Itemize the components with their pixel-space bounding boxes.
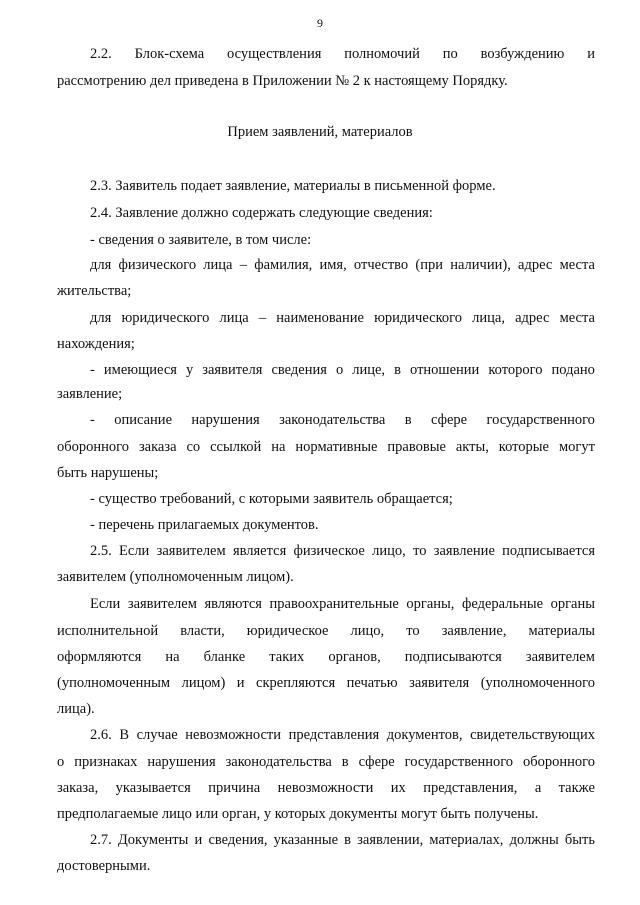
word: сведения, [208, 832, 268, 848]
word: адрес [515, 310, 550, 326]
word: являются [204, 596, 262, 612]
word: печатью [346, 675, 398, 691]
word: на [271, 439, 286, 455]
word: правовые [387, 439, 446, 455]
word: заявление, [441, 623, 507, 639]
word: таких [269, 649, 305, 665]
word: Блок-схема [134, 46, 205, 62]
p26-line2 [57, 753, 595, 771]
word: правоохранительные [269, 596, 399, 612]
word: описание [114, 412, 173, 428]
list-item-legal-entity-line1 [90, 309, 595, 327]
list-item-violation-line2 [57, 438, 595, 456]
word: федеральные [461, 596, 544, 612]
word: исполнительной [57, 623, 159, 639]
list-item-legal-entity-line2: нахождения; [57, 336, 135, 352]
word: должны [509, 832, 559, 848]
word: в [344, 832, 352, 848]
word: лице, [352, 362, 386, 378]
word: то [413, 543, 427, 559]
word: нарушения [147, 754, 216, 770]
word: представления [288, 727, 380, 743]
word: могут [558, 439, 595, 455]
word: бланке [203, 649, 246, 665]
p25b-line4 [57, 674, 595, 692]
word: 2.6. [90, 727, 112, 743]
word: имя, [319, 257, 347, 273]
word: места [559, 310, 595, 326]
word: заявление [433, 543, 495, 559]
list-item-individual-line1 [90, 256, 595, 274]
word: заявителем [127, 596, 197, 612]
word: - [90, 362, 95, 378]
p26-line1 [90, 726, 595, 744]
word: указывается [115, 780, 191, 796]
word: государственного [486, 412, 595, 428]
word: подано [551, 362, 595, 378]
word: материалы [528, 623, 595, 639]
word: нормативные [295, 439, 378, 455]
p23-text: 2.3. Заявитель подает заявление, материалы в письменной форме. [90, 178, 496, 194]
p22-line1 [90, 45, 595, 63]
list-item-applicant-info: - сведения о заявителе, в том числе: [90, 232, 312, 248]
word: и [587, 46, 595, 62]
word: полномочий [344, 46, 420, 62]
word: их [390, 780, 406, 796]
word: Если [119, 543, 150, 559]
word: причина [208, 780, 261, 796]
word: у [185, 362, 194, 378]
word: заказа [138, 439, 177, 455]
word: о [335, 362, 344, 378]
word: оборонного [523, 754, 595, 770]
p25b-line3 [57, 648, 595, 666]
word: и [236, 675, 245, 691]
word: является [232, 543, 287, 559]
word: ссылкой [210, 439, 262, 455]
word: сфере [430, 412, 468, 428]
word: признаках [74, 754, 138, 770]
word: в [341, 754, 349, 770]
word: отношении [410, 362, 480, 378]
p27-line1 [90, 831, 595, 849]
word: и [194, 832, 203, 848]
word: со [186, 439, 201, 455]
word: подписываются [404, 649, 502, 665]
word: случае [136, 727, 178, 743]
word: 2.7. [90, 832, 112, 848]
p25b-line5: лица). [57, 701, 95, 717]
word: В [119, 727, 130, 743]
word: – [239, 257, 247, 273]
word: власти, [180, 623, 225, 639]
p25-line2: заявителем (уполномоченным лицом). [57, 569, 294, 585]
word: (при [415, 257, 444, 273]
word: законодательства [225, 754, 332, 770]
word: имеющиеся [103, 362, 177, 378]
p26-line4: предполагаемые лицо или орган, у которых документы могут быть получены. [57, 806, 539, 822]
word: адрес [518, 257, 553, 273]
word: юридическое [246, 623, 329, 639]
word: для [90, 310, 112, 326]
word: заявителя [409, 675, 470, 691]
word: лицо, [350, 623, 385, 639]
word: по [442, 46, 458, 62]
list-item-attachments: - перечень прилагаемых документов. [90, 517, 319, 533]
word: осуществления [227, 46, 322, 62]
word: органы [550, 596, 595, 612]
p25-line1 [90, 542, 595, 560]
p26-line3 [57, 779, 595, 797]
word: 2.2. [90, 46, 112, 62]
word: сведения [271, 362, 327, 378]
list-item-person-info-line2: заявление; [57, 386, 123, 402]
p24-text: 2.4. Заявление должно содержать следующие сведения: [90, 205, 433, 221]
word: Документы [117, 832, 189, 848]
word: в [404, 412, 412, 428]
word: - [90, 412, 95, 428]
word: наименование [276, 310, 364, 326]
word: подписывается [502, 543, 595, 559]
word: представления, [423, 780, 518, 796]
word: сфере [358, 754, 395, 770]
word: оформляются [57, 649, 142, 665]
word: невозможности [185, 727, 281, 743]
p22-line2: рассмотрению дел приведена в Приложении № 2 к настоящему Порядку. [57, 73, 508, 89]
list-item-individual-line2: жительства; [57, 283, 132, 299]
word: то [406, 623, 420, 639]
list-item-person-info-line1 [90, 361, 595, 379]
word: органов, [328, 649, 381, 665]
word: заказа, [57, 780, 99, 796]
p27-line2: достоверными. [57, 858, 151, 874]
word: акты, [455, 439, 489, 455]
word: указанные [273, 832, 339, 848]
word: юридического [121, 310, 210, 326]
word: 2.5. [90, 543, 112, 559]
word: материалах, [429, 832, 504, 848]
word: законодательства [279, 412, 386, 428]
word: физическое [293, 543, 365, 559]
word: в [394, 362, 401, 378]
word: лицо, [372, 543, 406, 559]
word: Если [90, 596, 121, 612]
p25b-line2 [57, 622, 595, 640]
word: лица, [472, 310, 505, 326]
word: о [57, 754, 65, 770]
word: органы, [406, 596, 455, 612]
word: заявителем [156, 543, 226, 559]
word: лица [203, 257, 233, 273]
p25b-line1 [90, 595, 595, 613]
section-heading: Прием заявлений, материалов [227, 124, 413, 140]
word: нарушения [191, 412, 260, 428]
word: лицом) [181, 675, 226, 691]
word: (уполномоченным [57, 675, 171, 691]
word: заявителя [202, 362, 263, 378]
word: невозможности [277, 780, 374, 796]
word: отчество [353, 257, 409, 273]
word: физического [118, 257, 197, 273]
word: наличии), [450, 257, 511, 273]
list-item-requirements: - существо требований, с которыми заявитель обращается; [90, 491, 453, 507]
word: заявлении, [357, 832, 424, 848]
word: (уполномоченного [480, 675, 595, 691]
word: – [258, 310, 267, 326]
word: места [559, 257, 595, 273]
word: свидетельствующих [470, 727, 595, 743]
word: документов, [386, 727, 463, 743]
word: на [165, 649, 180, 665]
word: также [558, 780, 595, 796]
word: которого [488, 362, 543, 378]
word: юридического [374, 310, 462, 326]
word: заявителем [525, 649, 595, 665]
word: быть [564, 832, 595, 848]
word: а [534, 780, 542, 796]
list-item-violation-line1 [90, 411, 595, 429]
list-item-violation-line3: быть нарушены; [57, 465, 159, 481]
word: которые [498, 439, 549, 455]
word: возбуждению [480, 46, 565, 62]
word: фамилия, [254, 257, 313, 273]
word: оборонного [57, 439, 129, 455]
page-number: 9 [317, 16, 323, 30]
word: лица [219, 310, 249, 326]
word: для [90, 257, 112, 273]
word: государственного [404, 754, 514, 770]
word: скрепляются [256, 675, 336, 691]
